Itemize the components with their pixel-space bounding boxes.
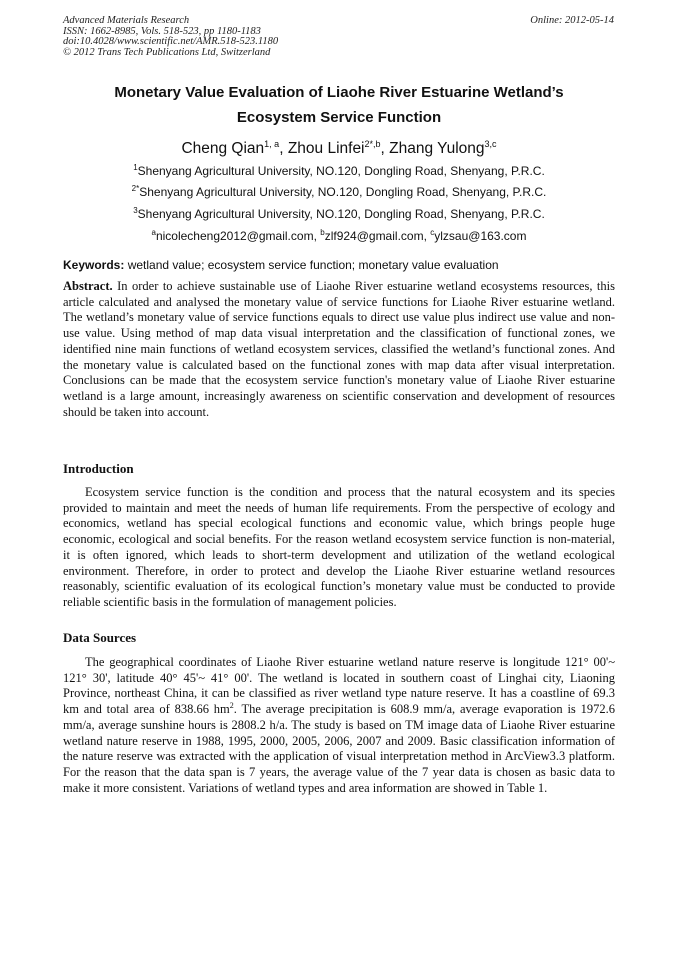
keywords-text: wetland value; ecosystem service function; monetary value evaluation bbox=[124, 258, 499, 272]
data-sources-text bbox=[63, 655, 615, 796]
email-list bbox=[63, 228, 615, 244]
title-line-1: Monetary Value Evaluation of Liaohe River Estuarine Wetland’s bbox=[114, 84, 564, 101]
author-separator: , bbox=[279, 140, 288, 157]
email-separator: , bbox=[313, 229, 321, 243]
data-sources-heading: Data Sources bbox=[63, 630, 137, 645]
data-sources-text-part-1: The geographical coordinates of Liaohe River estuarine wetland nature reserve is longitude 121° 00'~ 121° 30', latitude 40° 45'~ 41° 00'. The wetland is located in southern coast of Linghai city, Liaoning Province, northeast China, it can be classified as river wetland type nature reserve. It has a coastline of 69.3 km and total area of 838.66 hm bbox=[63, 655, 615, 717]
author-affiliation-mark: 2*,b bbox=[364, 139, 381, 149]
keywords-label: Keywords: bbox=[63, 258, 125, 272]
email-separator: , bbox=[423, 229, 431, 243]
area-unit-superscript: 2 bbox=[229, 701, 234, 711]
author-separator: , bbox=[380, 140, 390, 157]
introduction-heading: Introduction bbox=[63, 461, 134, 476]
keywords bbox=[63, 257, 615, 273]
abstract-text: In order to achieve sustainable use of Liaohe River estuarine wetland ecosystems resources, this article calculated and analysed the monetary value of service functions for Liaohe River estuarine wetland. The wetland’s monetary value of service functions equals to direct use value plus indirect use value and non-use value. Using method of map data visual interpretation and the classification of functional zones, we identified nine main functions of wetland ecosystem services, classified the wetland’s functional zones. And the monetary value is calculated based on the functional zones with map data after visual interpretation. Conclusions can be made that the ecosystem service function's monetary value of Liaohe River estuarine wetland is a large amount, increasingly awareness on scientific conservation and development of resources should be taken into account. bbox=[63, 279, 615, 419]
affiliation-mark: 1 bbox=[133, 163, 138, 172]
online-date: Online: 2012-05-14 bbox=[530, 15, 614, 26]
email-address[interactable]: zlf924@gmail.com bbox=[324, 229, 424, 243]
affiliation-text: Shenyang Agricultural University, NO.120, Dongling Road, Shenyang, P.R.C. bbox=[137, 164, 545, 178]
affiliation-1 bbox=[63, 163, 615, 179]
journal-copyright: © 2012 Trans Tech Publications Ltd, Switzerland bbox=[63, 46, 271, 58]
email-mark: b bbox=[320, 228, 325, 237]
data-sources-text-part-2: . The average precipitation is 608.9 mm/a, average evaporation is 1972.6 mm/a, average sunshine hours is 2808.2 h/a. The study is based on TM image data of Liaohe River estuarine wetland nature reserve in 1988, 1995, 2000, 2005, 2006, 2007 and 2009. Basic classification information of the nature reserve was extracted with the application of visual interpretation method in ArcView3.3 platform. For the reason that the data span is 7 years, the average value of the 7 year data is chosen as basic data to make it more consistent. Variations of wetland types and area information are showed in Table 1. bbox=[63, 702, 616, 795]
email-mark: a bbox=[151, 228, 156, 237]
author-name: Zhang Yulong bbox=[389, 140, 485, 157]
affiliation-2 bbox=[63, 184, 615, 200]
affiliation-mark: 2* bbox=[131, 184, 140, 193]
email-address[interactable]: nicolecheng2012@gmail.com bbox=[155, 229, 314, 243]
journal-name: Advanced Materials Research bbox=[63, 15, 190, 26]
affiliation-text: Shenyang Agricultural University, NO.120, Dongling Road, Shenyang, P.R.C. bbox=[139, 185, 547, 199]
author-name: Cheng Qian bbox=[181, 140, 265, 157]
author-name: Zhou Linfei bbox=[287, 140, 365, 157]
author-list bbox=[63, 139, 615, 159]
journal-issn: ISSN: 1662-8985, Vols. 518-523, pp 1180-1183 bbox=[63, 25, 261, 37]
email-mark: c bbox=[430, 228, 435, 237]
email-address[interactable]: ylzsau@163.com bbox=[434, 229, 527, 243]
author-affiliation-mark: 1, a bbox=[264, 139, 280, 149]
title-line-2: Ecosystem Service Function bbox=[236, 109, 442, 126]
affiliation-3 bbox=[63, 206, 615, 222]
journal-doi: doi:10.4028/www.scientific.net/AMR.518-523.1180 bbox=[63, 36, 279, 47]
abstract-label: Abstract. bbox=[63, 279, 113, 293]
introduction-text: Ecosystem service function is the condition and process that the natural ecosystem and its species provided to maintain and meet the needs of human life requirements. From the perspective of ecology and economics, wetland has special ecological functions and economic value, which brings people huge economic, ecological and social benefits. For the reason wetland ecosystem service function is non-material, it is often ignored, which leads to short-term development and utilization of the wetland ecological environment. Therefore, in order to protect and develop the Liaohe River estuarine wetland resources reasonably, scientific evaluation of its ecological function’s monetary value must be conducted to provide reliable scientific basis in the formulation of management policies. bbox=[63, 485, 615, 609]
paper-title bbox=[63, 80, 615, 130]
journal-header bbox=[63, 16, 278, 58]
affiliation-mark: 3 bbox=[133, 206, 138, 215]
affiliation-text: Shenyang Agricultural University, NO.120, Dongling Road, Shenyang, P.R.C. bbox=[137, 207, 545, 221]
abstract bbox=[63, 279, 615, 420]
author-affiliation-mark: 3,c bbox=[484, 139, 497, 149]
